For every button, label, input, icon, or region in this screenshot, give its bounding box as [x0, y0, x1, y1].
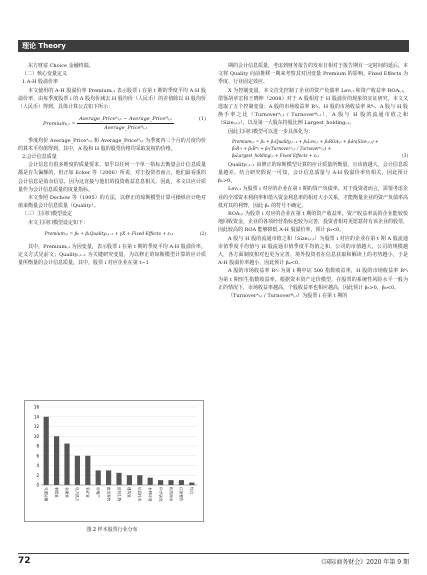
bar — [137, 475, 142, 485]
x-tick-label: 住宿餐饮 — [179, 487, 184, 502]
section-heading: （三）主回归模型设定 — [22, 211, 73, 218]
formula-number: (1) — [198, 116, 206, 123]
paragraph: 其中，Premiumᵢ,ₜ 为因变量，表示股票 i 在第 t 期的季度平均 A-H 股溢价率，定义方式见前文；Qualityᵢ,ₜ₋₁ 为关键研究变量，为以修正的琼斯模型计算的应计质量所衡量的会计信息质量，其中，股票 i 对应企业在第 t−1 — [18, 244, 206, 267]
formula-1 — [18, 115, 206, 132]
x-tick-label: 制造业 — [54, 487, 59, 498]
y-tick-label: 4 — [36, 463, 39, 468]
section-header — [18, 40, 409, 52]
y-tick-label: 8 — [36, 443, 39, 449]
bar — [106, 470, 111, 485]
x-tick-label: 租赁商务 — [168, 487, 173, 502]
formula-3 — [218, 138, 408, 159]
y-tick-label: 14 — [33, 414, 39, 420]
formula-denominator: Average_Priceᴴᵢ,ₜ — [104, 125, 148, 132]
formula-numerator: Average_Priceᴬᵢ,ₜ − Average_Priceᴴᵢ,ₜ — [77, 115, 174, 124]
paragraph: 本文参照 Dechow 等（1995）的方法，以修正的琼斯模型计算可操纵应计绝对值来衡量会计信息质量（Quality）。 — [18, 195, 206, 210]
y-tick-label: 0 — [36, 482, 39, 488]
right-column — [218, 62, 408, 300]
bar — [168, 480, 173, 485]
y-tick-label: 10 — [33, 433, 39, 439]
header-title: 理论 Theory — [22, 42, 66, 50]
page-number: 72 — [18, 556, 31, 566]
chart-svg — [25, 401, 203, 521]
x-tick-label: 电力热力 — [75, 487, 80, 502]
formula-lhs: Premiumᵢ,ₜ = — [42, 121, 76, 128]
bar — [179, 480, 184, 485]
x-tick-label: 金融业 — [64, 487, 69, 498]
journal-name: 《国际商务财会》2020 年第 9 期 — [318, 559, 409, 566]
bar — [189, 483, 194, 485]
figure-caption: 图 2 样本股票行业分布 — [86, 527, 138, 533]
paragraph: 季度均价 Average_Priceᴬᵢ,ₜ 和 Average_Priceᴴᵢ,ₜ 为季度内三个月的月度均价的算术平均值得到，其中，A 股和 H 股的股票价格均采取复权的价格。 — [18, 137, 206, 152]
subsection-heading: 1.A-H 股溢价率 — [22, 79, 59, 86]
formula-body: Premiumᵢ,ₜ = β₀ + β₁Qualityᵢ,ₜ₋₁ + γX + Fixed Effects + εᵢ,ₜ — [44, 231, 174, 237]
paragraph: ROAᵢ,ₜ 为股票 i 对应的企业在第 t 期的资产收益率。资产收益率高的企业能较快地回收资金，企业的各项经营指标也较为完善，投资者相对更愿意持有该企业的股票，因此较高的 ROA 能够降低 A-H 股溢价率，预计 β₃<0。 — [218, 211, 409, 234]
subsection-heading: 2.会计信息质量 — [22, 154, 57, 161]
bar — [127, 475, 132, 485]
paragraph: 会计信息有很多维度的质量要求，似乎以任何一个单一指标去衡量会计信息质量都是有失偏颇的，但正如 Ecker 等（2006）所说，对于投资者而言，他们最看重的会计信息是盈余信息，因为这直接与他们的投资收益息息相关。因此，本文以应计质量作为会计信息质量的度量指标。 — [18, 162, 206, 193]
bar — [54, 436, 59, 485]
bar — [44, 417, 49, 485]
x-tick-label: 水利环境 — [148, 487, 152, 502]
bar — [116, 473, 121, 485]
bar — [96, 470, 101, 485]
paragraph: 本文主回归模型设定如下： — [28, 219, 89, 226]
paragraph: 期的会计信息质量，考虑到财务报告的发布日相对于报告期有一定时间的延后，本文将 Quality 向前推移一期来考察其对因变量 Premium 的影响。Fixed Effects 为季度、行业固定效应。 — [218, 63, 409, 86]
x-tick-label: 科学研究 — [158, 487, 163, 502]
industry-chart — [24, 400, 204, 522]
paragraph: A 股与 H 股的流通市值之和（Sizeᵢ,ₜ,ₜ）为股票 i 对应的企业在第 t 期 A 股流通市值季度平均值与 H 股流通市值季度平均值之和。公司的市值越大，公司的规模越大，各方面制度相对也更为完善，境外投资者在信息获取和解读上的劣势越小，于是 A-H 股溢价率越小，因此预计 β₄<0。 — [218, 235, 408, 267]
formula-line: β₅Rᴬₜ + β₆Rᴴₜ + β₇(Turnoverᴬᵢ,ₜ / Turnoverᴴᵢ,ₜ) + — [232, 145, 332, 151]
y-tick-label: 6 — [36, 453, 39, 459]
x-tick-label: 建筑业 — [127, 487, 132, 498]
x-tick-label: 批发零售 — [106, 487, 111, 502]
x-tick-label: 房地产 — [96, 487, 100, 498]
paragraph: X 为控制变量。本文首先控制了企业的资产负债率 Levᵢ,ₜ 和资产收益率 ROAᵢ,ₜ，借鉴胡章宏和王晓坤（2008）对于 A 股相对于 H 股溢价的现象的实证研究，本文又选取了五个控制变量：A 股的市场收益率 Rᴬₜ、H 股的市场收益率 Rᴴₜ、A 股与 H 股换手率之比（Turnoverᴬᵢ,ₜ / Turnoverᴴᵢ,ₜ），A 股与 H 股的流通市值之和（Sizeᵢ,ₜ,ₜ），以及第一大股东持股比例 Largest_holdingᵢ,ₜ。 — [218, 87, 408, 127]
bar — [158, 480, 163, 485]
y-tick-label: 16 — [33, 404, 39, 410]
bar — [148, 478, 153, 485]
x-tick-label: 采矿业 — [85, 487, 90, 498]
paragraph: 本文使用的 A-H 股溢价率 Premiumᵢ,ₜ 表示股票 i 在第 t 期的季度平均 A-H 股溢价率，由每季度股票 i 的 A 股均价减去 H 股均价（人民币）的差值除以 H 股均价（人民币）得到，具体计算公式如下所示： — [18, 87, 206, 111]
formula-line: Premiumᵢ,ₜ = β₀ + β₁Qualityᵢ,ₜ₋₁ + β₂Levᵢ,ₜ + β₃ROAᵢ,ₜ + β₄ln(Sizeᵢ,ₜ,ₜ) + — [232, 138, 379, 144]
left-column — [18, 62, 206, 268]
formula-number: (2) — [199, 231, 206, 237]
paragraph: A 股的市场收益率 Rᴬₜ 为第 t 期中证 500 指数收益率，H 股的市场收益率 Rᴴₜ 为第 t 期恒生指数收益率。根据资本资产定价模型，在股票的系统性风险水平一般为正的情况下，市场收益率越高，个股收益率也相应越高，因此预计 β₅>0，β₆<0。 — [218, 268, 408, 291]
paragraph: 因此主回归模型可以进一步具体化为： — [228, 128, 314, 135]
paragraph: （Turnoverᴬᵢ,ₜ / Turnoverᴴᵢ,ₜ）为股票 i 在第 t 期的 — [228, 293, 348, 300]
bar — [64, 444, 69, 485]
x-tick-label: 医药生物 — [116, 487, 121, 502]
paragraph: Levᵢ,ₜ 为股票 i 对应的企业在第 t 期的资产负债率。对于投资者而言，需要考虑企业的全部资本利润率和借入资金利息率的相对大小关系，才能衡量企业的资产负债率高低对其的利弊，因此 β₂ 的符号不确定。 — [218, 186, 409, 209]
y-tick-label: 2 — [36, 472, 39, 478]
x-tick-label: 信息技术 — [137, 487, 142, 502]
bar — [85, 456, 90, 485]
paragraph: 东方财富 Choice 金融终端。 — [28, 63, 94, 69]
bar — [75, 456, 80, 485]
x-tick-label: 综合 — [189, 487, 194, 495]
formula-line: β₈Largest_holdingᵢ,ₜ + Fixed Effects + εᵢ,ₜ — [232, 152, 320, 158]
y-tick-label: 12 — [33, 424, 39, 429]
formula-2 — [18, 231, 206, 239]
formula-number: (3) — [402, 152, 408, 158]
page-footer — [18, 553, 409, 568]
section-heading: （二）核心变量定义 — [22, 71, 68, 78]
x-tick-label: 交通运输 — [44, 487, 48, 502]
paragraph: Qualityᵢ,ₜ₋₁ 由修正的琼斯模型计算的应计质量所衡量，且该值越大，会计信息质量越差。结合研究假说一可知，会计信息质量与 A-H 股溢价率负相关，因此预计 β₁>0。 — [218, 161, 408, 185]
